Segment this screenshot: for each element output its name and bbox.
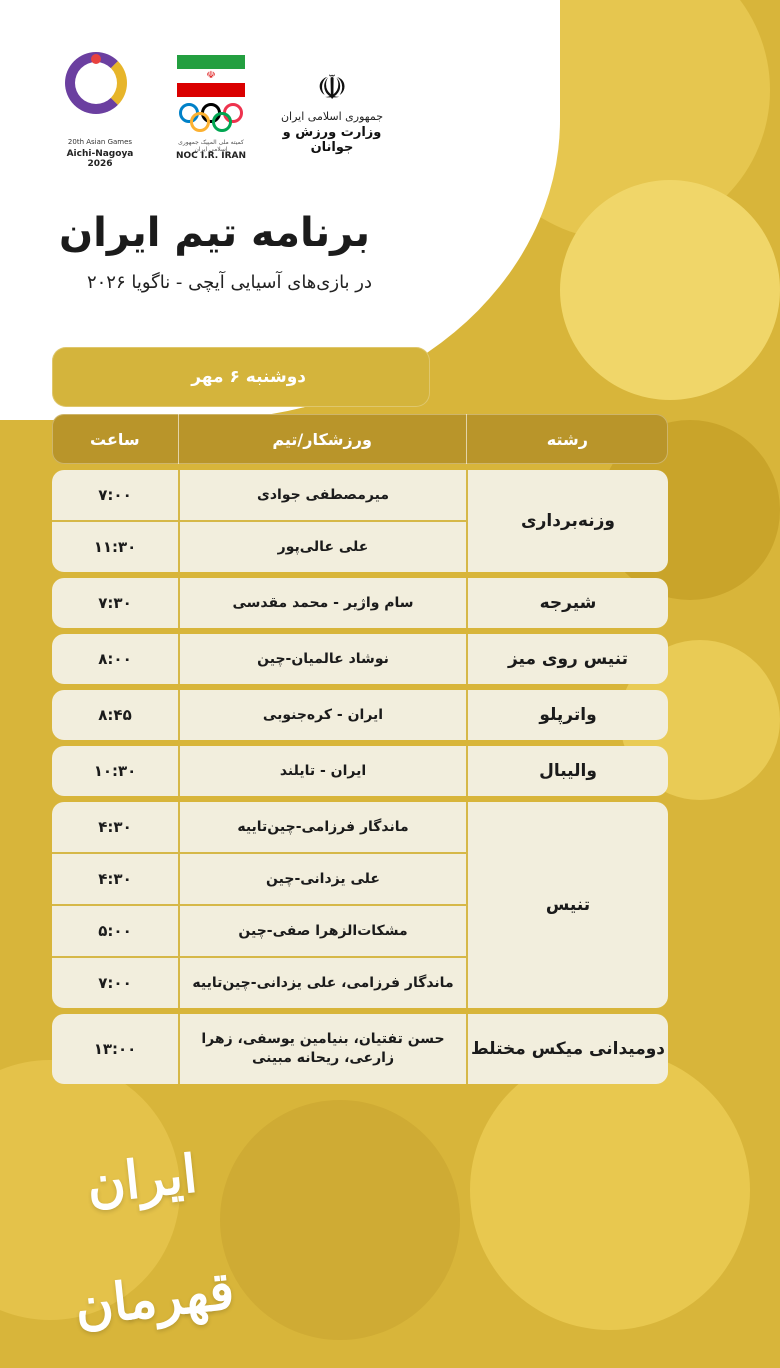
sport-group-tennis (52, 802, 668, 1008)
sport-name: شیرجه (466, 578, 668, 628)
ministry-logo (262, 68, 402, 168)
table-row (52, 746, 466, 796)
header-athlete: ورزشکار/تیم (178, 414, 466, 464)
asian-games-line2: Aichi-Nagoya 2026 (66, 149, 134, 169)
table-row (52, 470, 466, 520)
time-cell: ۷:۳۰ (98, 594, 132, 612)
ministry-line2: وزارت ورزش و جوانان (282, 125, 382, 155)
sport-name: وزنه‌برداری (466, 470, 668, 572)
athlete-cell: ماندگار فرزامی، علی یزدانی-چین‌تاییه (178, 958, 466, 1008)
time-cell: ۴:۳۰ (98, 818, 132, 836)
table-header (52, 414, 668, 464)
header-sport: رشته (466, 414, 668, 464)
sport-name: واترپلو (466, 690, 668, 740)
table-row (52, 1014, 466, 1084)
athlete-cell: ماندگار فرزامی-چین‌تاییه (178, 802, 466, 852)
sport-name: والیبال (466, 746, 668, 796)
table-row (52, 802, 466, 852)
athlete-cell: علی یزدانی-چین (178, 854, 466, 904)
table-row (52, 852, 466, 904)
table-row (52, 690, 466, 740)
decor-circle (220, 1100, 460, 1340)
emblem-icon: ☫ (316, 68, 348, 108)
time-cell: ۸:۴۵ (98, 706, 132, 724)
sport-group-water-polo (52, 690, 668, 740)
time-cell: ۷:۰۰ (98, 974, 132, 992)
sport-group-table-tennis (52, 634, 668, 684)
noc-logo (175, 55, 247, 167)
sport-group-diving (52, 578, 668, 628)
table-row (52, 904, 466, 956)
iran-flag-icon: ☫ (177, 55, 245, 97)
page-subtitle: در بازی‌های آسیایی آیچی - ناگویا ۲۰۲۶ (86, 272, 372, 293)
noc-label: NOC I.R. IRAN (175, 151, 247, 161)
table-row (52, 634, 466, 684)
table-row (52, 578, 466, 628)
sport-group-weightlifting (52, 470, 668, 572)
athlete-cell: حسن تفتیان، بنیامین یوسفی، زهرا زارعی، ریحانه مبینی (178, 1014, 466, 1084)
table-row (52, 520, 466, 572)
header-time: ساعت (90, 429, 140, 449)
brand-logo: ایران قهرمان (72, 1143, 237, 1338)
sport-group-athletics (52, 1014, 668, 1084)
time-cell: ۱۱:۳۰ (93, 538, 137, 556)
time-cell: ۴:۳۰ (98, 870, 132, 888)
schedule-table (52, 414, 668, 1084)
page-title: برنامه تیم ایران (59, 210, 370, 256)
ministry-line1: جمهوری اسلامی ایران (280, 110, 384, 123)
time-cell: ۸:۰۰ (98, 650, 132, 668)
athlete-cell: ایران - کره‌جنوبی (178, 690, 466, 740)
athlete-cell: سام واژیر - محمد مقدسی (178, 578, 466, 628)
noc-small-text: کمیته ملی المپیک جمهوری اسلامی ایران (178, 139, 244, 153)
athlete-cell: مشکات‌الزهرا صفی-چین (178, 906, 466, 956)
athlete-cell: ایران - تایلند (178, 746, 466, 796)
athlete-cell: علی عالی‌پور (178, 522, 466, 572)
date-pill: دوشنبه ۶ مهر (52, 347, 430, 407)
sport-name: تنیس روی میز (466, 634, 668, 684)
decor-circle (470, 1050, 750, 1330)
asian-games-line1: 20th Asian Games (67, 138, 133, 146)
time-cell: ۵:۰۰ (98, 922, 132, 940)
athlete-cell: میرمصطفی جوادی (178, 470, 466, 520)
sport-name: تنیس (466, 802, 668, 1008)
olympic-rings-icon (179, 103, 243, 133)
time-cell: ۱۳:۰۰ (93, 1040, 137, 1058)
sport-name: دومیدانی میکس مختلط (466, 1014, 668, 1084)
asian-games-logo (55, 52, 145, 167)
decor-circle (560, 180, 780, 400)
time-cell: ۱۰:۳۰ (93, 762, 137, 780)
athlete-cell: نوشاد عالمیان-چین (178, 634, 466, 684)
sport-group-volleyball (52, 746, 668, 796)
time-cell: ۷:۰۰ (98, 486, 132, 504)
table-row (52, 956, 466, 1008)
